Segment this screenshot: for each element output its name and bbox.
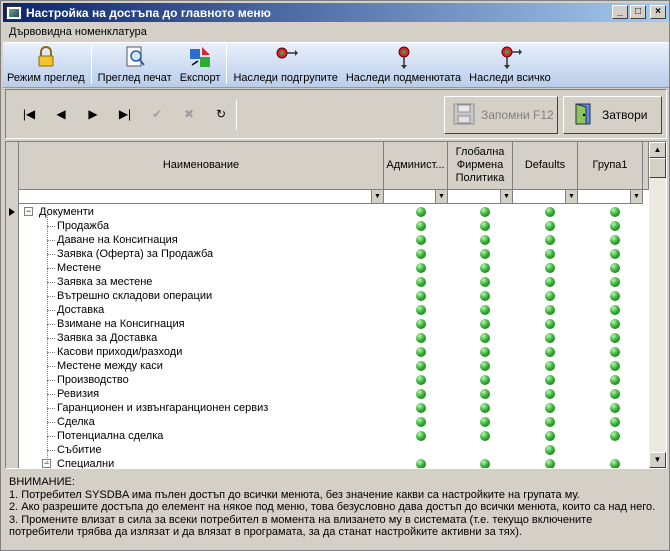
access-granted-dot[interactable] <box>416 277 426 287</box>
post-check-icon[interactable]: ✔ <box>151 107 163 121</box>
row-name: Продажба <box>57 220 110 232</box>
inherit-submenus-icon <box>392 45 416 69</box>
chevron-down-icon[interactable]: ▼ <box>435 190 447 203</box>
row-name: Ревизия <box>57 388 100 400</box>
tree-connector <box>47 324 55 325</box>
filter-admin[interactable] <box>384 190 448 204</box>
access-granted-dot[interactable] <box>545 347 555 357</box>
access-granted-dot[interactable] <box>610 263 620 273</box>
record-navigator <box>5 89 667 139</box>
access-granted-dot[interactable] <box>480 291 490 301</box>
scroll-down-button[interactable]: ▼ <box>649 452 666 468</box>
access-granted-dot[interactable] <box>480 417 490 427</box>
tree-connector <box>47 296 55 297</box>
access-granted-dot[interactable] <box>416 333 426 343</box>
tree-connector <box>47 226 55 227</box>
access-granted-dot[interactable] <box>545 403 555 413</box>
access-granted-dot[interactable] <box>416 221 426 231</box>
column-header-group1[interactable]: Група1 <box>578 142 643 190</box>
access-granted-dot[interactable] <box>610 221 620 231</box>
access-granted-dot[interactable] <box>480 389 490 399</box>
tree-connector <box>47 282 55 283</box>
row-name: Документи <box>39 206 94 218</box>
row-name: Производство <box>57 374 129 386</box>
tree-connector <box>47 352 55 353</box>
close-button[interactable]: Затвори <box>563 96 662 134</box>
main-toolbar <box>3 42 669 88</box>
access-granted-dot[interactable] <box>416 249 426 259</box>
access-granted-dot[interactable] <box>416 319 426 329</box>
access-granted-dot[interactable] <box>545 445 555 455</box>
tree-connector <box>47 366 55 367</box>
view-mode-button[interactable]: Режим преглед <box>3 45 89 87</box>
column-header-name[interactable]: Наименование <box>19 142 384 190</box>
table-row[interactable] <box>19 289 647 303</box>
table-row[interactable] <box>19 345 647 359</box>
row-name: Потенциална сделка <box>57 430 164 442</box>
access-granted-dot[interactable] <box>480 207 490 217</box>
access-granted-dot[interactable] <box>480 459 490 469</box>
refresh-icon[interactable]: ↻ <box>215 107 227 121</box>
note-line: 2. Ако разрешите достъпа до елемент на някое под меню, това безусловно дава достъп до всички менюта, които са над него. <box>9 501 656 514</box>
access-granted-dot[interactable] <box>545 361 555 371</box>
inherit-all-button[interactable]: Наследи всичко <box>465 45 555 87</box>
close-window-button[interactable]: × <box>650 5 666 19</box>
access-granted-dot[interactable] <box>480 235 490 245</box>
access-granted-dot[interactable] <box>545 263 555 273</box>
tree-connector <box>47 450 55 451</box>
toolbar-separator <box>226 44 227 84</box>
access-granted-dot[interactable] <box>480 361 490 371</box>
access-granted-dot[interactable] <box>416 403 426 413</box>
tree-guide-line <box>47 215 48 464</box>
table-row[interactable] <box>19 373 647 387</box>
tree-connector <box>47 240 55 241</box>
minimize-button[interactable]: _ <box>612 5 628 19</box>
row-name: Заявка (Оферта) за Продажба <box>57 248 214 260</box>
table-row[interactable] <box>19 219 647 233</box>
access-granted-dot[interactable] <box>480 249 490 259</box>
window-controls <box>612 5 666 19</box>
table-row[interactable] <box>19 359 647 373</box>
access-granted-dot[interactable] <box>416 207 426 217</box>
row-indicator-column <box>6 142 19 469</box>
access-granted-dot[interactable] <box>610 277 620 287</box>
access-granted-dot[interactable] <box>610 389 620 399</box>
access-granted-dot[interactable] <box>545 207 555 217</box>
access-granted-dot[interactable] <box>416 361 426 371</box>
save-disk-icon <box>453 103 475 128</box>
access-granted-dot[interactable] <box>545 417 555 427</box>
access-granted-dot[interactable] <box>545 235 555 245</box>
access-granted-dot[interactable] <box>480 431 490 441</box>
exit-door-icon <box>572 102 596 129</box>
access-granted-dot[interactable] <box>480 403 490 413</box>
notes-heading: ВНИМАНИЕ: <box>9 476 75 488</box>
access-granted-dot[interactable] <box>416 459 426 469</box>
chevron-down-icon[interactable]: ▼ <box>565 190 577 203</box>
table-row[interactable] <box>19 331 647 345</box>
access-granted-dot[interactable] <box>416 389 426 399</box>
row-name: Заявка за местене <box>57 276 153 288</box>
tree-connector <box>47 254 55 255</box>
access-granted-dot[interactable] <box>545 375 555 385</box>
chevron-down-icon[interactable]: ▼ <box>500 190 512 203</box>
filter-name[interactable] <box>19 190 384 204</box>
access-granted-dot[interactable] <box>416 347 426 357</box>
access-granted-dot[interactable] <box>480 375 490 385</box>
access-granted-dot[interactable] <box>610 347 620 357</box>
access-granted-dot[interactable] <box>610 207 620 217</box>
next-record-button[interactable]: ▶ <box>88 107 98 121</box>
access-granted-dot[interactable] <box>610 235 620 245</box>
table-row[interactable] <box>19 275 647 289</box>
access-granted-dot[interactable] <box>416 305 426 315</box>
access-grid[interactable] <box>5 141 667 469</box>
export-icon <box>188 45 212 69</box>
print-preview-icon <box>123 45 147 69</box>
access-granted-dot[interactable] <box>610 333 620 343</box>
inherit-submenus-button[interactable]: Наследи подменютата <box>342 45 465 87</box>
tree-collapse-toggle[interactable]: − <box>43 458 50 468</box>
toolbar-separator <box>91 44 92 84</box>
chevron-down-icon[interactable]: ▼ <box>630 190 642 203</box>
access-granted-dot[interactable] <box>545 291 555 301</box>
table-row[interactable] <box>19 261 647 275</box>
maximize-button[interactable]: □ <box>630 5 646 19</box>
chevron-down-icon[interactable]: ▼ <box>371 190 383 203</box>
row-name: Доставка <box>57 304 105 316</box>
row-name: Заявка за Доставка <box>57 332 158 344</box>
filter-group1[interactable] <box>578 190 643 204</box>
navigator-separator <box>236 100 237 130</box>
access-granted-dot[interactable] <box>545 305 555 315</box>
row-name: Даване на Консигнация <box>57 234 178 246</box>
access-granted-dot[interactable] <box>545 459 555 469</box>
table-row[interactable] <box>19 443 647 457</box>
save-button[interactable]: Запомни F12 <box>444 96 558 134</box>
prior-record-button[interactable]: ◀ <box>56 107 66 121</box>
tree-connector <box>47 408 55 409</box>
access-granted-dot[interactable] <box>416 291 426 301</box>
vertical-scrollbar[interactable] <box>649 142 666 468</box>
row-name: Касови приходи/разходи <box>57 346 183 358</box>
filter-global-policy[interactable] <box>448 190 513 204</box>
access-granted-dot[interactable] <box>545 319 555 329</box>
title-bar[interactable] <box>3 3 669 22</box>
print-preview-button[interactable]: Преглед печат <box>94 45 176 87</box>
access-granted-dot[interactable] <box>416 375 426 385</box>
tree-connector <box>47 268 55 269</box>
inherit-subgroups-icon <box>274 45 298 69</box>
first-record-button[interactable]: |◀ <box>22 107 36 121</box>
current-row-indicator-icon <box>9 208 15 216</box>
access-granted-dot[interactable] <box>480 305 490 315</box>
table-row[interactable] <box>19 317 647 331</box>
filter-defaults[interactable] <box>513 190 578 204</box>
access-granted-dot[interactable] <box>416 431 426 441</box>
access-granted-dot[interactable] <box>545 389 555 399</box>
table-row[interactable] <box>19 247 647 261</box>
table-row[interactable] <box>19 387 647 401</box>
tree-connector <box>47 338 55 339</box>
column-header-global-policy[interactable]: Глобална Фирмена Политика <box>448 142 513 190</box>
note-line: 1. Потребител SYSDBA има пълен достъп до всички менюта, без значение какви са настройките на групата му. <box>9 488 580 501</box>
access-granted-dot[interactable] <box>480 263 490 273</box>
access-granted-dot[interactable] <box>416 263 426 273</box>
access-granted-dot[interactable] <box>480 277 490 287</box>
access-granted-dot[interactable] <box>545 221 555 231</box>
access-granted-dot[interactable] <box>545 431 555 441</box>
tree-collapse-toggle[interactable]: − <box>25 206 32 216</box>
table-row[interactable] <box>19 205 647 219</box>
table-row[interactable] <box>19 429 647 443</box>
access-granted-dot[interactable] <box>610 431 620 441</box>
tree-connector <box>47 436 55 437</box>
row-name: Местене между каси <box>57 360 163 372</box>
access-granted-dot[interactable] <box>610 417 620 427</box>
access-granted-dot[interactable] <box>610 291 620 301</box>
note-line: 3. Промените влизат в сила за всеки потребител в момента на влизането му в системата (т.е. текущо включените <box>9 513 593 526</box>
last-record-button[interactable]: ▶| <box>118 107 132 121</box>
row-name: Вътрешно складови операции <box>57 290 213 302</box>
access-granted-dot[interactable] <box>610 403 620 413</box>
column-header-defaults[interactable]: Defaults <box>513 142 578 190</box>
inherit-all-icon <box>498 45 522 69</box>
tree-connector <box>47 394 55 395</box>
row-name: Взимане на Консигнация <box>57 318 185 330</box>
access-granted-dot[interactable] <box>545 249 555 259</box>
access-granted-dot[interactable] <box>480 347 490 357</box>
row-name: Сделка <box>57 416 95 428</box>
row-name: Гаранционен и извънгаранционен сервиз <box>57 402 269 414</box>
access-granted-dot[interactable] <box>480 319 490 329</box>
row-name: Специални <box>57 458 115 469</box>
access-granted-dot[interactable] <box>610 305 620 315</box>
export-button[interactable]: Експорт <box>176 45 225 87</box>
access-granted-dot[interactable] <box>610 249 620 259</box>
window-title: Настройка на достъпа до главното меню <box>26 5 271 20</box>
app-icon <box>6 6 22 20</box>
access-granted-dot[interactable] <box>480 221 490 231</box>
menu-bar <box>3 23 669 41</box>
scroll-up-button[interactable]: ▲ <box>649 142 666 158</box>
access-granted-dot[interactable] <box>416 235 426 245</box>
row-name: Събитие <box>57 444 102 456</box>
table-row[interactable] <box>19 415 647 429</box>
menu-item-tree-nomenclature[interactable]: Дървовидна номенклатура <box>9 26 147 38</box>
table-row[interactable] <box>19 401 647 415</box>
access-granted-dot[interactable] <box>610 361 620 371</box>
notes-panel <box>9 476 665 539</box>
access-granted-dot[interactable] <box>545 333 555 343</box>
access-granted-dot[interactable] <box>610 319 620 329</box>
access-granted-dot[interactable] <box>610 459 620 469</box>
access-granted-dot[interactable] <box>480 333 490 343</box>
access-granted-dot[interactable] <box>416 417 426 427</box>
access-granted-dot[interactable] <box>545 277 555 287</box>
table-row[interactable] <box>19 233 647 247</box>
table-row[interactable] <box>19 457 647 469</box>
access-granted-dot[interactable] <box>610 375 620 385</box>
tree-connector <box>47 310 55 311</box>
table-row[interactable] <box>19 303 647 317</box>
inherit-subgroups-button[interactable]: Наследи подгрупите <box>229 45 341 87</box>
tree-connector <box>47 422 55 423</box>
cancel-x-icon[interactable]: ✖ <box>183 107 195 121</box>
lock-icon <box>34 45 58 69</box>
scroll-thumb[interactable] <box>649 158 666 178</box>
column-header-admin[interactable]: Админист... <box>384 142 448 190</box>
row-name: Местене <box>57 262 102 274</box>
note-line: потребители трябва да излязат и да влязат в програмата, за да станат настройките активни за тях). <box>9 526 522 539</box>
tree-connector <box>47 380 55 381</box>
